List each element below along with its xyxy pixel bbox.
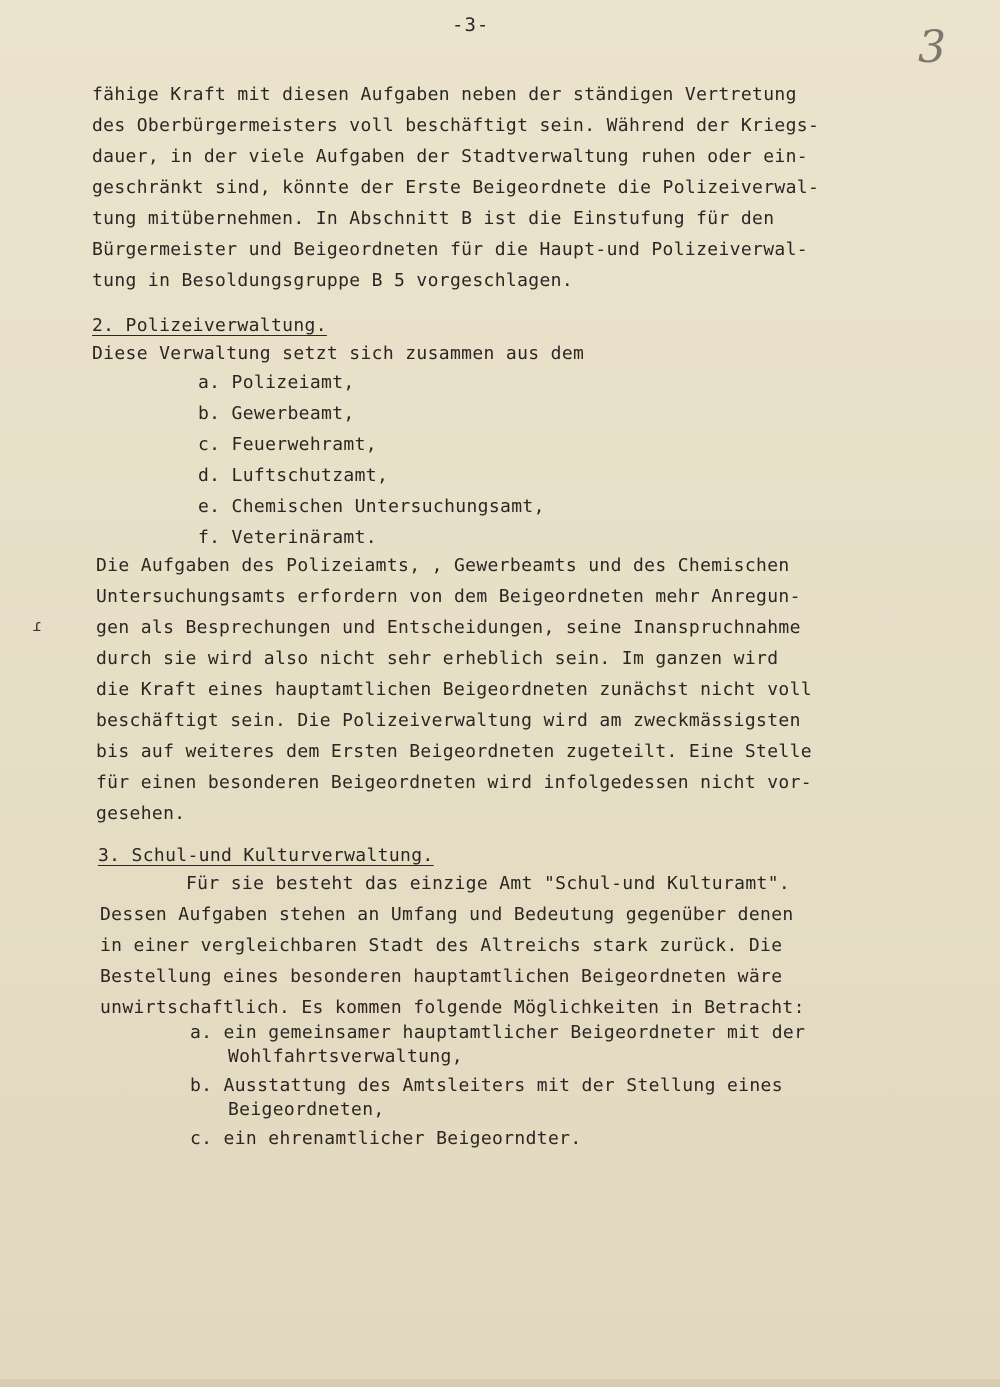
list-item-continuation: Beigeordneten, bbox=[228, 1099, 385, 1120]
text-line: tung mitübernehmen. In Abschnitt B ist die Einstufung für den bbox=[92, 208, 775, 229]
text-line: Diese Verwaltung setzt sich zusammen aus dem bbox=[92, 343, 585, 364]
list-item: a. Polizeiamt, bbox=[198, 372, 355, 393]
text-line: bis auf weiteres dem Ersten Beigeordneten zugeteilt. Eine Stelle bbox=[96, 741, 812, 762]
list-item: c. ein ehrenamtlicher Beigeorndter. bbox=[190, 1128, 582, 1149]
list-item: f. Veterinäramt. bbox=[198, 527, 377, 548]
page-number: -3- bbox=[452, 14, 490, 36]
section-heading: 3. Schul-und Kulturverwaltung. bbox=[98, 845, 434, 866]
text-line: fähige Kraft mit diesen Aufgaben neben der ständigen Vertretung bbox=[92, 84, 797, 105]
text-line: Bürgermeister und Beigeordneten für die Haupt-und Polizeiverwal- bbox=[92, 239, 808, 260]
text-line: geschränkt sind, könnte der Erste Beigeordnete die Polizeiverwal- bbox=[92, 177, 820, 198]
archive-number: 3 bbox=[918, 22, 946, 73]
text-line: durch sie wird also nicht sehr erheblich sein. Im ganzen wird bbox=[96, 648, 779, 669]
text-line: beschäftigt sein. Die Polizeiverwaltung wird am zweckmässigsten bbox=[96, 710, 801, 731]
text-line: gesehen. bbox=[96, 803, 186, 824]
list-item: b. Gewerbeamt, bbox=[198, 403, 355, 424]
text-line: gen als Besprechungen und Entscheidungen, seine Inanspruchnahme bbox=[96, 617, 801, 638]
text-line: Bestellung eines besonderen hauptamtlichen Beigeordneten wäre bbox=[100, 966, 783, 987]
text-line: Untersuchungsamts erfordern von dem Beigeordneten mehr Anregun- bbox=[96, 586, 801, 607]
text-line: in einer vergleichbaren Stadt des Altreichs stark zurück. Die bbox=[100, 935, 783, 956]
text-line: des Oberbürgermeisters voll beschäftigt sein. Während der Kriegs- bbox=[92, 115, 820, 136]
section-heading: 2. Polizeiverwaltung. bbox=[92, 315, 327, 336]
text-line: Dessen Aufgaben stehen an Umfang und Bedeutung gegenüber denen bbox=[100, 904, 794, 925]
text-line: dauer, in der viele Aufgaben der Stadtverwaltung ruhen oder ein- bbox=[92, 146, 808, 167]
text-line: Für sie besteht das einzige Amt "Schul-und Kulturamt". bbox=[186, 873, 791, 894]
text-line: Die Aufgaben des Polizeiamts, , Gewerbeamts und des Chemischen bbox=[96, 555, 790, 576]
text-line: tung in Besoldungsgruppe B 5 vorgeschlagen. bbox=[92, 270, 574, 291]
list-item: a. ein gemeinsamer hauptamtlicher Beigeordneter mit der bbox=[190, 1022, 806, 1043]
list-item-continuation: Wohlfahrtsverwaltung, bbox=[228, 1046, 463, 1067]
list-item: e. Chemischen Untersuchungsamt, bbox=[198, 496, 545, 517]
page-bottom-edge bbox=[0, 1379, 1000, 1387]
text-line: für einen besonderen Beigeordneten wird infolgedessen nicht vor- bbox=[96, 772, 812, 793]
list-item: b. Ausstattung des Amtsleiters mit der Stellung eines bbox=[190, 1075, 783, 1096]
list-item: c. Feuerwehramt, bbox=[198, 434, 377, 455]
text-line: unwirtschaftlich. Es kommen folgende Möglichkeiten in Betracht: bbox=[100, 997, 805, 1018]
margin-mark: ɾ bbox=[32, 616, 42, 635]
list-item: d. Luftschutzamt, bbox=[198, 465, 389, 486]
text-line: die Kraft eines hauptamtlichen Beigeordneten zunächst nicht voll bbox=[96, 679, 812, 700]
